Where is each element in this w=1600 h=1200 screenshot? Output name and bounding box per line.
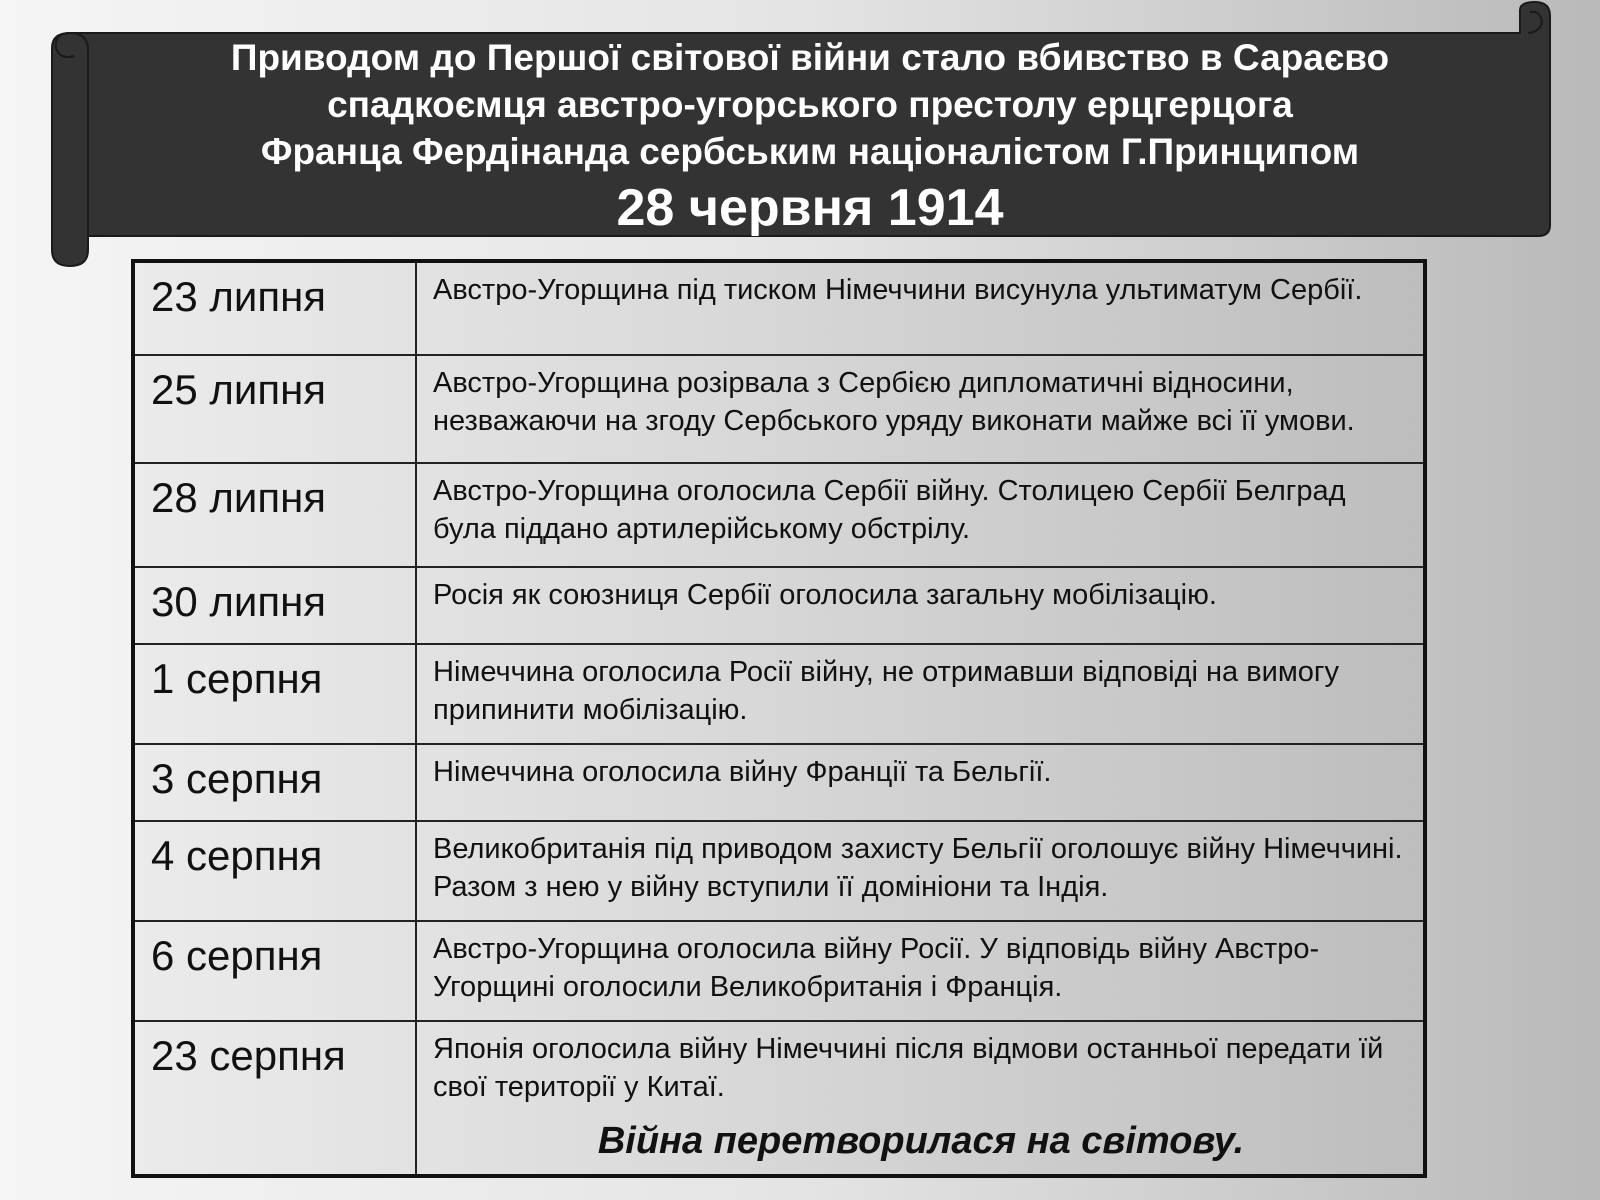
event-date: 6 серпня [133, 921, 416, 1021]
table-row [133, 921, 1425, 1021]
table-row [133, 744, 1425, 821]
event-date: 25 липня [133, 355, 416, 463]
event-date: 23 липня [133, 261, 416, 355]
banner-date: 28 червня 1914 [616, 179, 1004, 237]
event-date: 1 серпня [133, 644, 416, 744]
event-date: 28 липня [133, 463, 416, 567]
event-description: Австро-Угорщина оголосила війну Росії. У відповідь війну Австро-Угорщині оголосили Великобританія і Франція. [416, 921, 1425, 1021]
event-description: Німеччина оголосила Росії війну, не отримавши відповіді на вимогу припинити мобілізацію. [416, 644, 1425, 744]
event-description: Японія оголосила війну Німеччині після відмови останньої передати їй свої території у Китаї. [433, 1033, 1384, 1103]
table-row [133, 1021, 1425, 1176]
table-row [133, 355, 1425, 463]
events-table [131, 259, 1427, 1178]
event-date: 3 серпня [133, 744, 416, 821]
scroll-banner [0, 0, 1600, 280]
event-description: Великобританія під приводом захисту Бельгії оголошує війну Німеччині. Разом з нею у війну вступили її домініони та Індія. [416, 821, 1425, 921]
banner-text [90, 34, 1530, 239]
event-description: Німеччина оголосила війну Франції та Бельгії. [416, 744, 1425, 821]
table-row [133, 567, 1425, 644]
event-date: 30 липня [133, 567, 416, 644]
event-description: Австро-Угорщина розірвала з Сербією дипломатичні відносини, незважаючи на згоду Сербського уряду виконати майже всі її умови. [416, 355, 1425, 463]
table-row [133, 463, 1425, 567]
event-description-cell [416, 1021, 1425, 1176]
conclusion-text: Війна перетворилася на світову. [597, 1120, 1245, 1162]
table-row [133, 821, 1425, 921]
table-row [133, 261, 1425, 355]
event-date: 23 серпня [133, 1021, 416, 1176]
banner-line-3: Франца Фердінанда сербським націоналістом Г.Принципом [260, 131, 1360, 172]
table-row [133, 644, 1425, 744]
event-description: Австро-Угорщина оголосила Сербії війну. Столицею Сербії Белград була піддано артилерійському обстрілу. [416, 463, 1425, 567]
event-description: Росія як союзниця Сербії оголосила загальну мобілізацію. [416, 567, 1425, 644]
banner-line-2: спадкоємця австро-угорського престолу ерцгерцога [327, 84, 1293, 125]
event-description: Австро-Угорщина під тиском Німеччини висунула ультиматум Сербії. [416, 261, 1425, 355]
event-date: 4 серпня [133, 821, 416, 921]
banner-line-1: Приводом до Першої світової війни стало вбивство в Сараєво [230, 37, 1390, 78]
